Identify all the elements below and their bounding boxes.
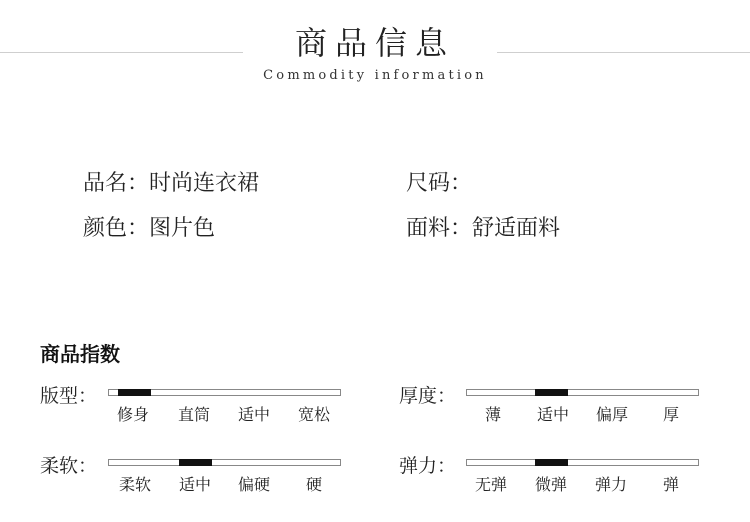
thickness-option: 适中 xyxy=(536,405,570,424)
page-subtitle: Commodity information xyxy=(263,68,487,83)
fit-bar-fill xyxy=(118,389,151,396)
fit-option: 修身 xyxy=(116,405,150,424)
softness-option: 硬 xyxy=(305,475,323,494)
thickness-bar xyxy=(466,389,699,396)
elasticity-option: 无弹 xyxy=(474,475,508,494)
softness-option: 偏硬 xyxy=(237,475,271,494)
product-fabric: 面料：舒适面料 xyxy=(406,216,561,241)
elasticity-option: 弹力 xyxy=(594,475,628,494)
softness-bar xyxy=(108,459,341,466)
fit-bar xyxy=(108,389,341,396)
softness-option: 适中 xyxy=(178,475,212,494)
fit-option: 宽松 xyxy=(297,405,331,424)
fit-option: 直筒 xyxy=(177,405,211,424)
thickness-option: 薄 xyxy=(484,405,502,424)
index-title: 商品指数 xyxy=(40,342,120,366)
elasticity-label: 弹力： xyxy=(399,455,457,477)
softness-label: 柔软： xyxy=(40,455,98,477)
thickness-option: 偏厚 xyxy=(595,405,629,424)
page-title: 商品信息 xyxy=(294,24,455,62)
elasticity-bar-fill xyxy=(535,459,568,466)
fit-label: 版型： xyxy=(40,385,98,407)
product-color: 颜色：图片色 xyxy=(83,216,216,241)
thickness-bar-fill xyxy=(535,389,568,396)
fit-option: 适中 xyxy=(237,405,271,424)
elasticity-option: 弹 xyxy=(662,475,680,494)
thickness-option: 厚 xyxy=(662,405,680,424)
softness-option: 柔软 xyxy=(118,475,152,494)
softness-bar-fill xyxy=(179,459,212,466)
elasticity-option: 微弹 xyxy=(534,475,568,494)
product-name: 品名：时尚连衣裙 xyxy=(83,171,260,196)
elasticity-bar xyxy=(466,459,699,466)
thickness-label: 厚度： xyxy=(399,385,457,407)
product-size: 尺码： xyxy=(406,171,473,196)
